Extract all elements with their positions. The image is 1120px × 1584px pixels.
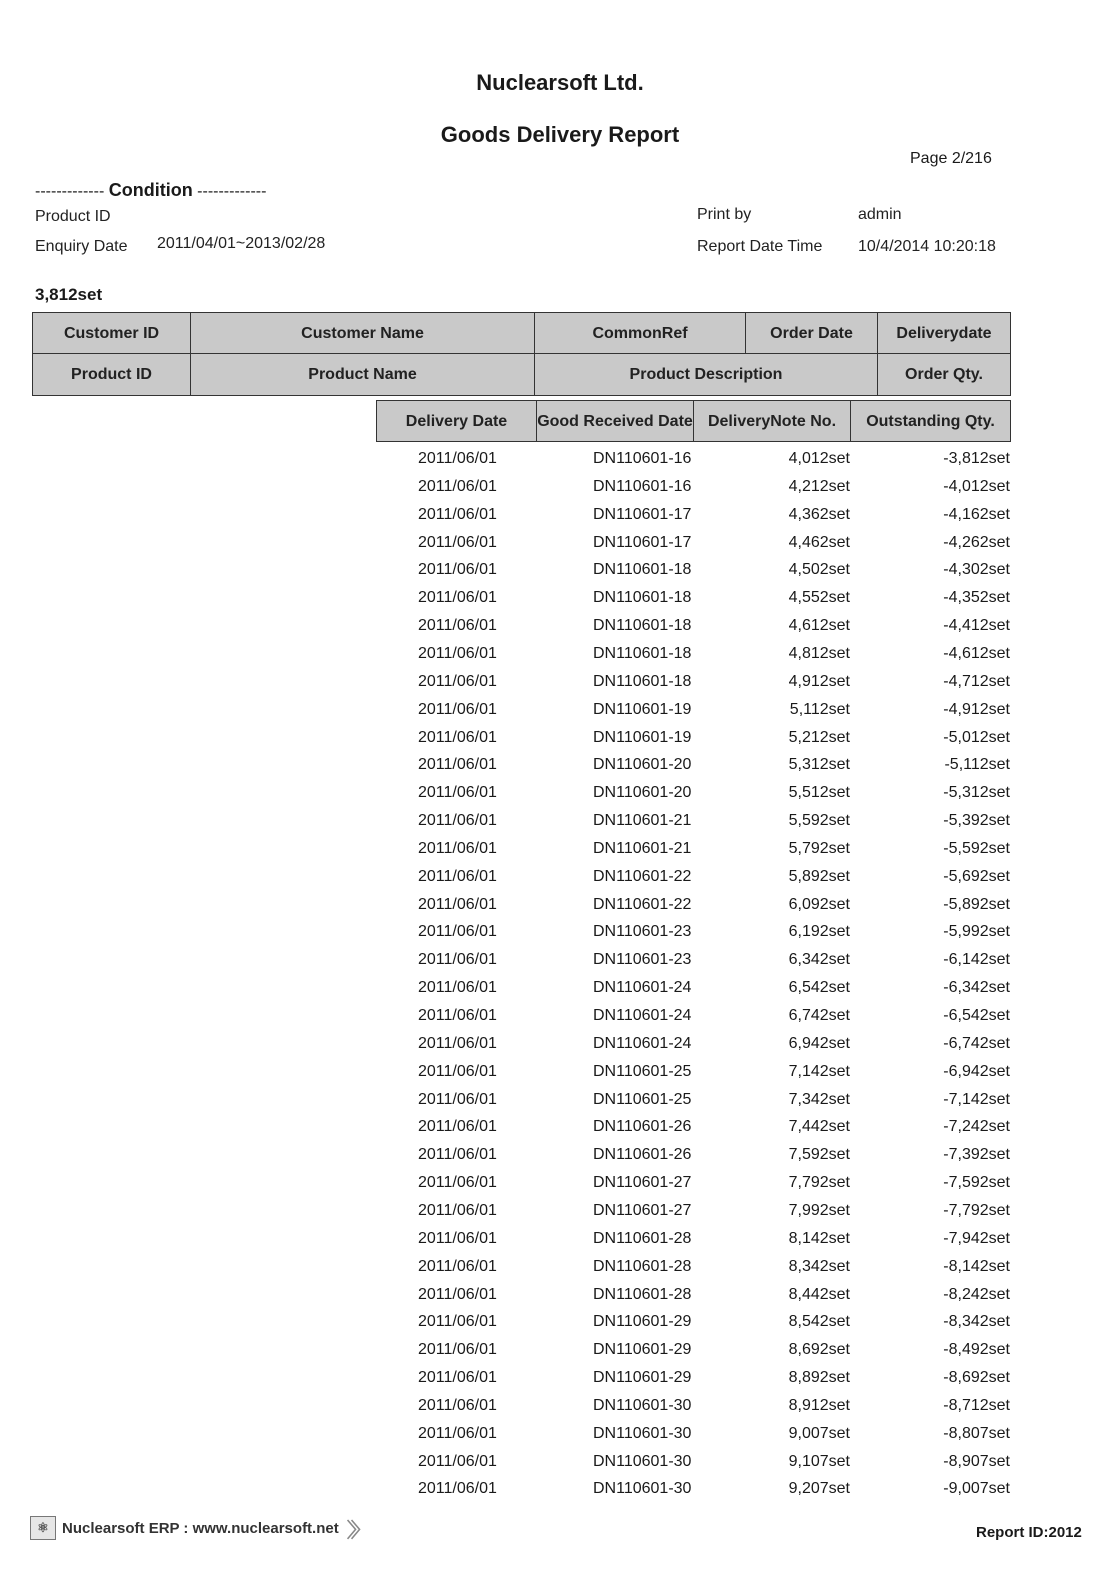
col-customer-name: Customer Name (190, 312, 535, 354)
row-delivery-note: DN110601-17 (593, 505, 692, 523)
row-delivery-date: 2011/06/01 (418, 505, 497, 523)
table-row (0, 696, 1120, 724)
row-delivery-date: 2011/06/01 (418, 951, 497, 969)
row-outstanding-qty: -7,792set (943, 1201, 1010, 1219)
enquiry-date-value: 2011/04/01~2013/02/28 (157, 235, 326, 252)
table-row (0, 807, 1120, 835)
row-delivery-note: DN110601-22 (593, 867, 692, 885)
table-row (0, 556, 1120, 584)
row-delivered-qty: 4,552set (788, 589, 850, 607)
table-row (0, 891, 1120, 919)
row-outstanding-qty: -7,392set (943, 1146, 1010, 1164)
row-delivery-note: DN110601-30 (593, 1424, 692, 1442)
row-delivery-note: DN110601-16 (593, 477, 692, 495)
row-delivery-date: 2011/06/01 (418, 1369, 497, 1387)
row-delivery-date: 2011/06/01 (418, 1452, 497, 1470)
row-delivery-date: 2011/06/01 (418, 923, 497, 941)
row-delivery-note: DN110601-24 (593, 1034, 692, 1052)
row-delivered-qty: 8,542set (788, 1313, 850, 1331)
row-delivery-note: DN110601-25 (593, 1090, 692, 1108)
col-order-date: Order Date (745, 312, 878, 354)
row-outstanding-qty: -5,392set (943, 812, 1010, 830)
table-row (0, 974, 1120, 1002)
row-delivery-note: DN110601-18 (593, 561, 692, 579)
table-row (0, 640, 1120, 668)
row-delivery-note: DN110601-20 (593, 784, 692, 802)
col-product-name: Product Name (190, 353, 535, 396)
footer-logo-text: Nuclearsoft ERP : www.nuclearsoft.net (62, 1519, 339, 1537)
row-delivered-qty: 6,942set (788, 1034, 850, 1052)
row-outstanding-qty: -6,342set (943, 979, 1010, 997)
table-row (0, 1197, 1120, 1225)
row-delivery-date: 2011/06/01 (418, 477, 497, 495)
report-datetime-value: 10/4/2014 10:20:18 (858, 238, 996, 255)
total-quantity: 3,812set (35, 285, 103, 304)
row-outstanding-qty: -5,992set (943, 923, 1010, 941)
row-delivery-date: 2011/06/01 (418, 979, 497, 997)
row-delivery-date: 2011/06/01 (418, 1201, 497, 1219)
row-delivery-date: 2011/06/01 (418, 1090, 497, 1108)
table-row (0, 1392, 1120, 1420)
row-delivered-qty: 5,892set (788, 867, 850, 885)
row-delivered-qty: 7,342set (788, 1090, 850, 1108)
row-delivered-qty: 7,592set (788, 1146, 850, 1164)
row-outstanding-qty: -5,312set (943, 784, 1010, 802)
row-delivery-note: DN110601-19 (593, 700, 692, 718)
row-outstanding-qty: -4,352set (943, 589, 1010, 607)
row-delivery-date: 2011/06/01 (418, 1285, 497, 1303)
col-outstanding-qty: Outstanding Qty. (850, 400, 1011, 442)
table-row (0, 473, 1120, 501)
row-outstanding-qty: -5,692set (943, 867, 1010, 885)
row-outstanding-qty: -7,592set (943, 1174, 1010, 1192)
row-delivery-date: 2011/06/01 (418, 1062, 497, 1080)
table-row (0, 1086, 1120, 1114)
row-delivery-date: 2011/06/01 (418, 812, 497, 830)
row-outstanding-qty: -4,012set (943, 477, 1010, 495)
row-delivered-qty: 6,542set (788, 979, 850, 997)
table-row (0, 501, 1120, 529)
col-delivery-date: Delivery Date (376, 400, 537, 442)
row-delivery-note: DN110601-21 (593, 812, 692, 830)
report-datetime-label: Report Date Time (697, 238, 823, 255)
table-row (0, 918, 1120, 946)
row-delivery-note: DN110601-30 (593, 1480, 692, 1498)
col-delivery-date-top: Deliverydate (877, 312, 1011, 354)
row-delivery-note: DN110601-18 (593, 589, 692, 607)
table-row (0, 1058, 1120, 1086)
row-delivered-qty: 7,992set (788, 1201, 850, 1219)
row-delivery-date: 2011/06/01 (418, 617, 497, 635)
row-delivered-qty: 5,592set (788, 812, 850, 830)
table-row (0, 1141, 1120, 1169)
row-outstanding-qty: -6,542set (943, 1007, 1010, 1024)
table-row (0, 835, 1120, 863)
col-good-received-date: Good Received Date (536, 400, 694, 442)
table-row (0, 529, 1120, 557)
company-name: Nuclearsoft Ltd. (476, 70, 644, 95)
row-outstanding-qty: -4,262set (943, 533, 1010, 551)
row-delivered-qty: 6,342set (788, 951, 850, 969)
row-delivered-qty: 4,012set (788, 450, 850, 467)
row-delivery-date: 2011/06/01 (418, 867, 497, 885)
row-delivered-qty: 8,142set (788, 1229, 850, 1247)
table-row (0, 1113, 1120, 1141)
row-delivery-date: 2011/06/01 (418, 1424, 497, 1442)
table-row (0, 584, 1120, 612)
table-row (0, 1420, 1120, 1448)
col-customer-id: Customer ID (32, 312, 191, 354)
row-delivery-date: 2011/06/01 (418, 1146, 497, 1164)
chevron-right-icon: 〉〉 (346, 1519, 365, 1542)
row-delivery-date: 2011/06/01 (418, 1007, 497, 1024)
row-delivered-qty: 4,812set (788, 644, 850, 662)
row-delivery-date: 2011/06/01 (418, 895, 497, 913)
row-delivery-date: 2011/06/01 (418, 450, 497, 467)
row-outstanding-qty: -6,142set (943, 951, 1010, 969)
row-outstanding-qty: -8,492set (943, 1341, 1010, 1359)
row-delivered-qty: 4,912set (788, 672, 850, 690)
row-delivered-qty: 5,112set (789, 700, 850, 718)
row-delivered-qty: 7,142set (788, 1062, 850, 1080)
row-delivery-note: DN110601-22 (593, 895, 692, 913)
table-row (0, 1308, 1120, 1336)
row-delivery-date: 2011/06/01 (418, 728, 497, 746)
row-outstanding-qty: -5,892set (943, 895, 1010, 913)
row-delivery-note: DN110601-29 (593, 1341, 692, 1359)
row-outstanding-qty: -4,162set (943, 505, 1010, 523)
row-delivery-date: 2011/06/01 (418, 839, 497, 857)
row-delivered-qty: 5,792set (788, 839, 850, 857)
table-row (0, 1030, 1120, 1058)
col-delivery-note-no: DeliveryNote No. (693, 400, 851, 442)
table-row (0, 946, 1120, 974)
row-delivery-note: DN110601-28 (593, 1257, 692, 1275)
row-outstanding-qty: -4,302set (943, 561, 1010, 579)
row-outstanding-qty: -3,812set (943, 450, 1010, 467)
row-delivery-note: DN110601-17 (593, 533, 692, 551)
row-outstanding-qty: -6,942set (943, 1062, 1010, 1080)
row-delivery-note: DN110601-18 (593, 672, 692, 690)
col-product-description: Product Description (534, 353, 878, 396)
row-delivery-note: DN110601-27 (593, 1174, 692, 1192)
row-delivery-date: 2011/06/01 (418, 1257, 497, 1275)
row-delivered-qty: 4,462set (788, 533, 850, 551)
table-row (0, 612, 1120, 640)
row-delivered-qty: 4,612set (788, 617, 850, 635)
col-common-ref: CommonRef (534, 312, 746, 354)
row-outstanding-qty: -8,342set (943, 1313, 1010, 1331)
row-delivery-note: DN110601-30 (593, 1452, 692, 1470)
row-delivery-date: 2011/06/01 (418, 533, 497, 551)
row-delivery-note: DN110601-28 (593, 1285, 692, 1303)
report-title: Goods Delivery Report (440, 122, 680, 147)
table-row (0, 779, 1120, 807)
row-delivery-date: 2011/06/01 (418, 1313, 497, 1331)
row-delivery-date: 2011/06/01 (418, 756, 497, 774)
row-delivery-note: DN110601-26 (593, 1118, 692, 1136)
row-delivery-date: 2011/06/01 (418, 561, 497, 579)
row-delivered-qty: 4,502set (788, 561, 850, 579)
row-outstanding-qty: -5,012set (943, 728, 1010, 746)
row-outstanding-qty: -4,912set (943, 700, 1010, 718)
row-delivery-note: DN110601-16 (593, 450, 692, 467)
row-delivery-date: 2011/06/01 (418, 1341, 497, 1359)
row-delivery-note: DN110601-29 (593, 1369, 692, 1387)
condition-heading-prefix: ------------- (35, 183, 105, 200)
table-row (0, 1002, 1120, 1030)
print-by-label: Print by (697, 206, 752, 223)
row-delivered-qty: 7,792set (788, 1174, 850, 1192)
row-delivered-qty: 8,692set (788, 1341, 850, 1359)
row-outstanding-qty: -8,712set (943, 1396, 1010, 1414)
row-outstanding-qty: -4,612set (943, 644, 1010, 662)
row-delivery-date: 2011/06/01 (418, 1396, 497, 1414)
row-delivered-qty: 9,007set (788, 1424, 850, 1442)
row-delivery-note: DN110601-23 (593, 951, 692, 969)
table-row (0, 1336, 1120, 1364)
col-product-id: Product ID (32, 353, 191, 396)
row-delivered-qty: 5,512set (788, 784, 850, 802)
row-delivered-qty: 6,092set (788, 895, 850, 913)
row-delivery-date: 2011/06/01 (418, 1229, 497, 1247)
row-outstanding-qty: -8,692set (943, 1369, 1010, 1387)
nuclearsoft-logo-icon: ⚛ (30, 1516, 56, 1540)
row-outstanding-qty: -8,242set (943, 1285, 1010, 1303)
row-delivery-note: DN110601-28 (593, 1229, 692, 1247)
condition-heading-label: Condition (108, 180, 193, 200)
table-row (0, 863, 1120, 891)
row-delivered-qty: 6,742set (788, 1007, 850, 1024)
row-delivery-date: 2011/06/01 (418, 1480, 497, 1498)
page-indicator: Page 2/216 (910, 150, 992, 167)
row-delivered-qty: 8,342set (788, 1257, 850, 1275)
row-delivery-date: 2011/06/01 (418, 672, 497, 690)
row-outstanding-qty: -7,942set (943, 1229, 1010, 1247)
row-outstanding-qty: -5,592set (943, 839, 1010, 857)
row-outstanding-qty: -7,242set (943, 1118, 1010, 1136)
row-delivery-note: DN110601-24 (593, 1007, 692, 1024)
report-id: Report ID:2012 (976, 1524, 1082, 1541)
row-outstanding-qty: -9,007set (943, 1480, 1010, 1498)
row-delivery-date: 2011/06/01 (418, 700, 497, 718)
col-order-qty: Order Qty. (877, 353, 1011, 396)
table-row (0, 1475, 1120, 1503)
row-delivered-qty: 8,912set (788, 1396, 850, 1414)
table-row (0, 668, 1120, 696)
row-outstanding-qty: -8,907set (943, 1452, 1010, 1470)
row-delivery-note: DN110601-26 (593, 1146, 692, 1164)
row-outstanding-qty: -6,742set (943, 1034, 1010, 1052)
row-outstanding-qty: -8,142set (943, 1257, 1010, 1275)
row-delivery-note: DN110601-25 (593, 1062, 692, 1080)
table-row (0, 445, 1120, 473)
enquiry-date-label: Enquiry Date (35, 238, 128, 255)
row-delivery-note: DN110601-18 (593, 617, 692, 635)
table-row (0, 751, 1120, 779)
row-delivery-note: DN110601-21 (593, 839, 692, 857)
row-delivery-note: DN110601-19 (593, 728, 692, 746)
product-id-label: Product ID (35, 208, 111, 225)
row-outstanding-qty: -5,112set (944, 756, 1010, 774)
footer-logo (30, 1516, 365, 1540)
print-by-value: admin (858, 206, 902, 223)
row-delivered-qty: 9,107set (788, 1452, 850, 1470)
row-delivered-qty: 4,212set (788, 477, 850, 495)
table-row (0, 1225, 1120, 1253)
table-row (0, 1448, 1120, 1476)
row-delivery-date: 2011/06/01 (418, 1174, 497, 1192)
table-row (0, 1253, 1120, 1281)
row-outstanding-qty: -8,807set (943, 1424, 1010, 1442)
row-delivered-qty: 8,442set (788, 1285, 850, 1303)
row-delivery-note: DN110601-27 (593, 1201, 692, 1219)
condition-heading-suffix: ------------- (197, 183, 267, 200)
row-delivery-note: DN110601-30 (593, 1396, 692, 1414)
row-outstanding-qty: -7,142set (943, 1090, 1010, 1108)
condition-heading (35, 180, 266, 201)
row-delivery-date: 2011/06/01 (418, 644, 497, 662)
row-delivered-qty: 9,207set (788, 1480, 850, 1498)
table-row (0, 1281, 1120, 1309)
row-delivery-note: DN110601-23 (593, 923, 692, 941)
row-delivered-qty: 8,892set (788, 1369, 850, 1387)
row-outstanding-qty: -4,712set (943, 672, 1010, 690)
table-row (0, 1169, 1120, 1197)
row-delivery-note: DN110601-24 (593, 979, 692, 997)
row-delivery-date: 2011/06/01 (418, 784, 497, 802)
row-delivered-qty: 4,362set (788, 505, 850, 523)
row-delivered-qty: 7,442set (788, 1118, 850, 1136)
row-delivered-qty: 6,192set (788, 923, 850, 941)
table-row (0, 724, 1120, 752)
table-row (0, 1364, 1120, 1392)
row-delivery-date: 2011/06/01 (418, 589, 497, 607)
row-delivery-note: DN110601-18 (593, 644, 692, 662)
row-delivery-date: 2011/06/01 (418, 1034, 497, 1052)
row-delivery-date: 2011/06/01 (418, 1118, 497, 1136)
row-outstanding-qty: -4,412set (943, 617, 1010, 635)
row-delivered-qty: 5,312set (788, 756, 850, 774)
row-delivery-note: DN110601-29 (593, 1313, 692, 1331)
row-delivery-note: DN110601-20 (593, 756, 692, 774)
row-delivered-qty: 5,212set (788, 728, 850, 746)
